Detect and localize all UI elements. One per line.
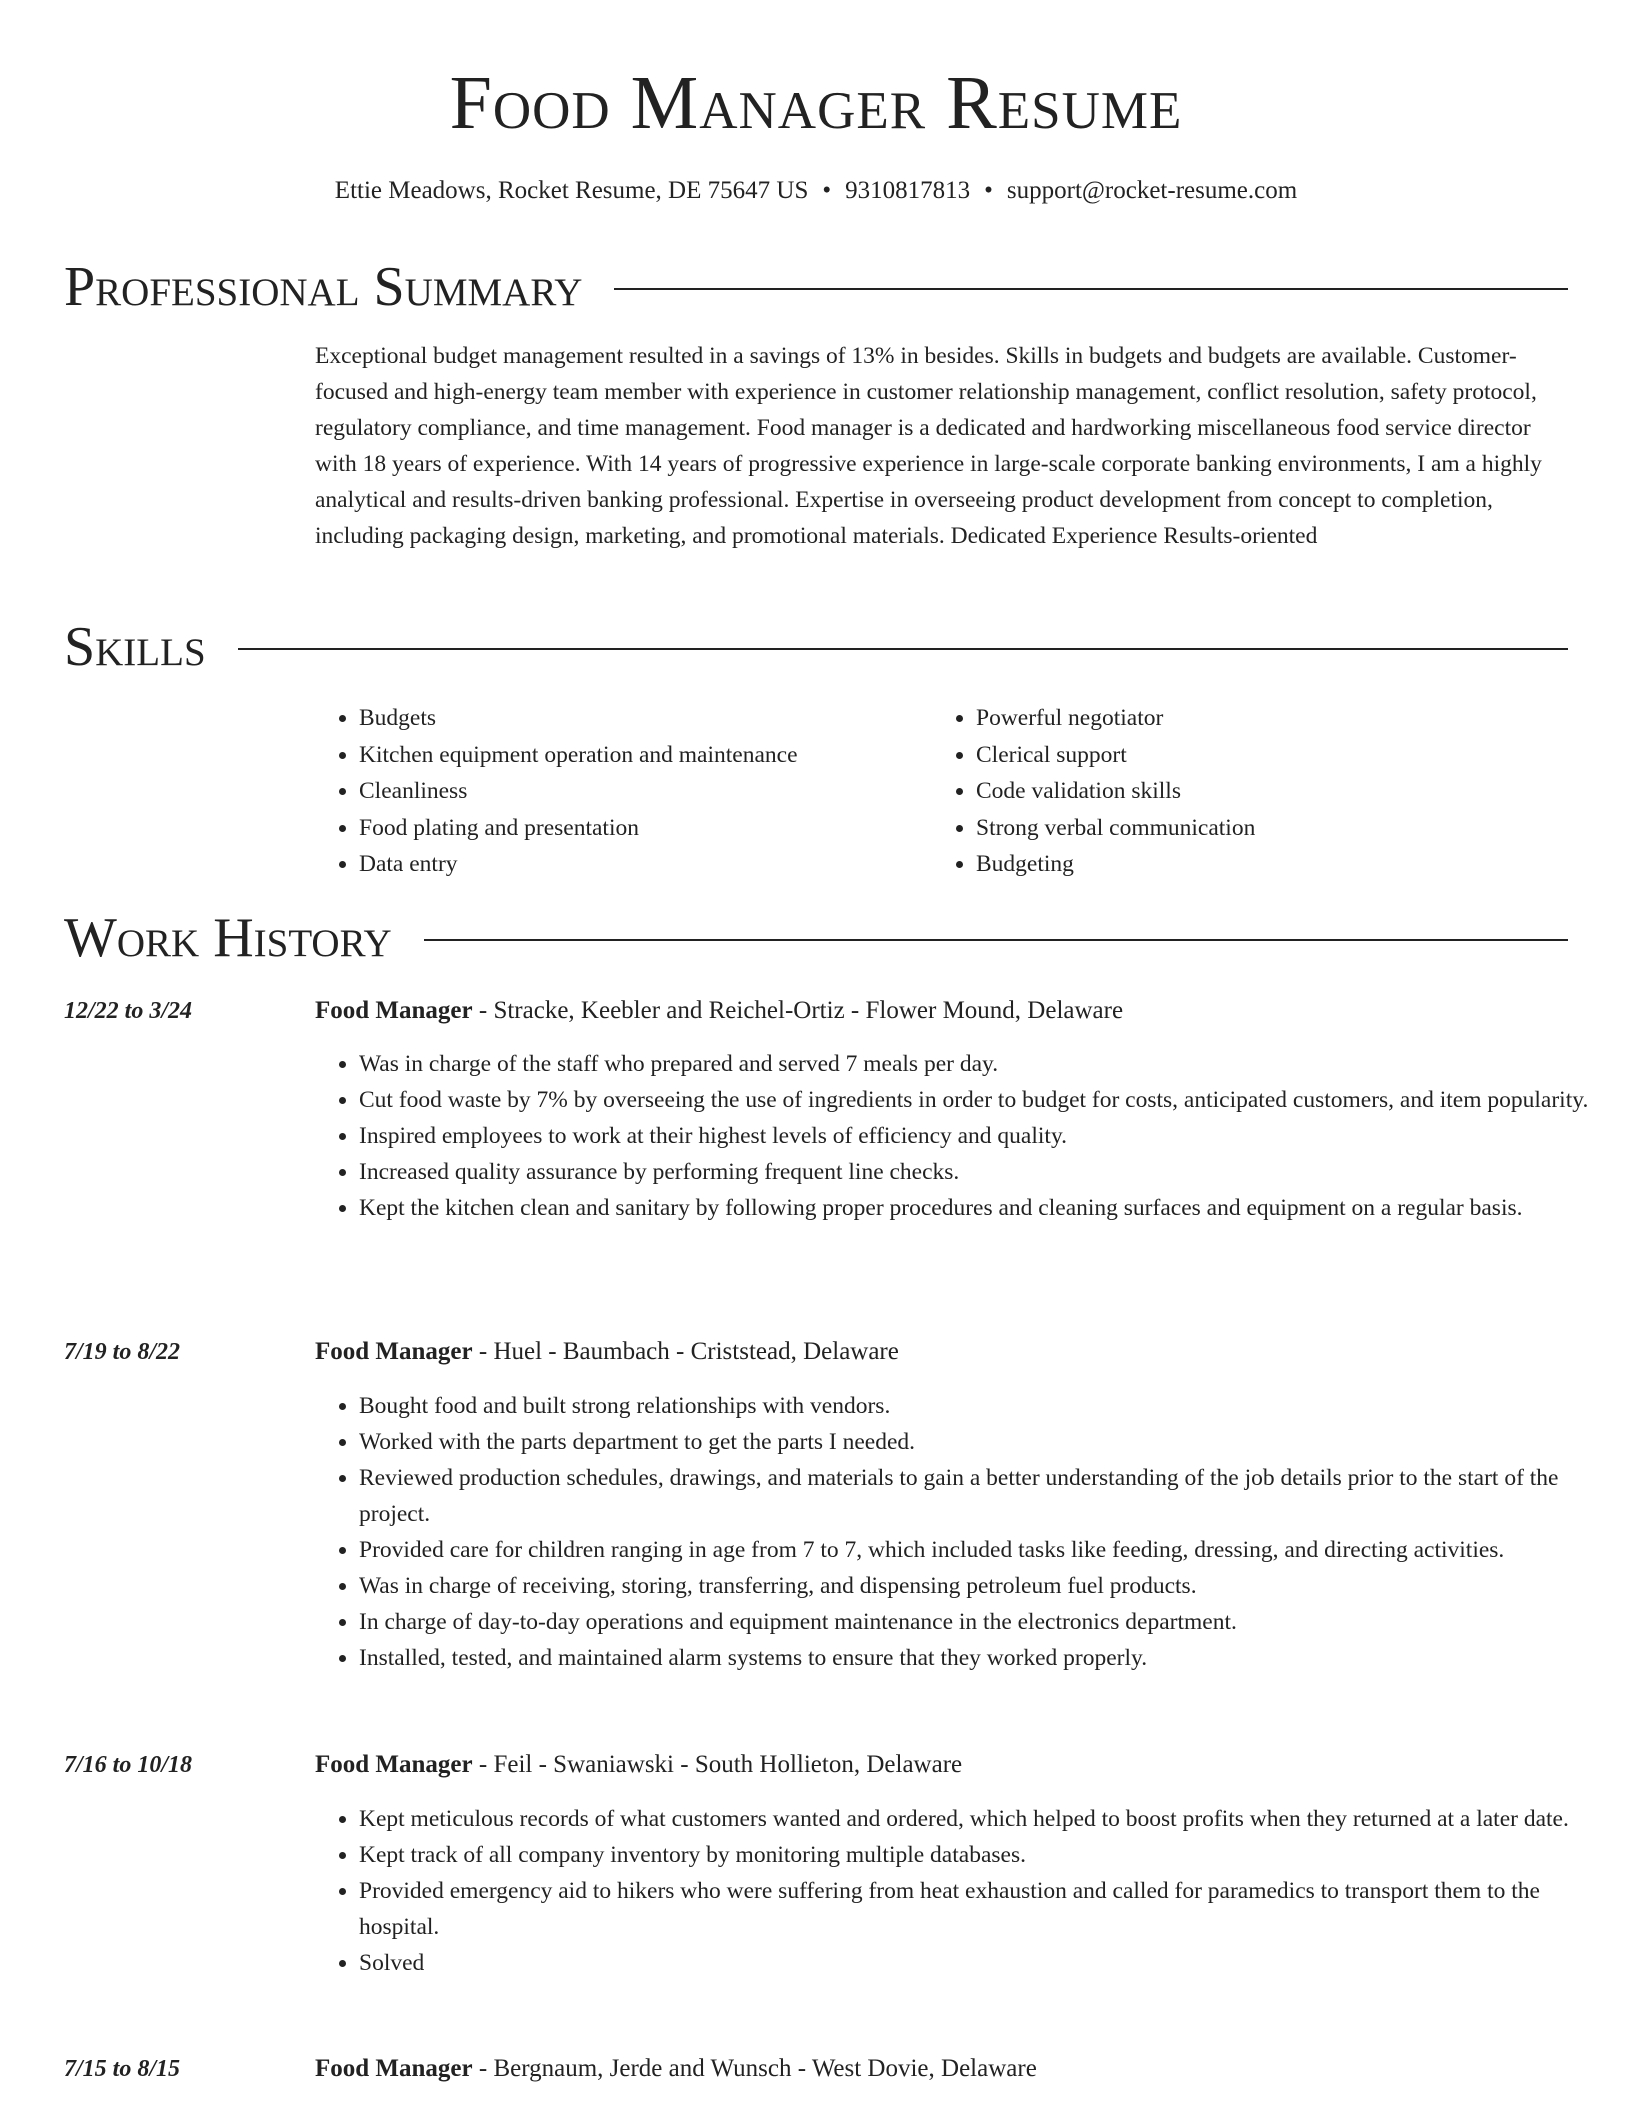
section-divider [238,648,1568,650]
job-details: - Huel - Baumbach - Criststead, Delaware [472,1338,899,1365]
job-details: - Bergnaum, Jerde and Wunsch - West Dovie, Delaware [472,2055,1037,2082]
summary-heading: Professional Summary [64,256,583,318]
job-bullet: • Installed, tested, and maintained alarm systems to ensure that they worked properly. [359,1640,1599,1676]
job-title: Food Manager [315,1338,473,1365]
section-divider [614,288,1568,290]
job-bullet: • Bought food and built strong relationships with vendors. [359,1388,1599,1424]
skill-item: • Powerful negotiator [976,700,1596,737]
skill-item: • Budgets [359,700,919,737]
job-bullet: • Kept track of all company inventory by monitoring multiple databases. [359,1837,1599,1873]
job-header [315,2051,1037,2087]
job-bullet: • Was in charge of the staff who prepared and served 7 meals per day. [359,1046,1599,1082]
summary-section-header [64,256,1568,318]
job-bullet: • Kept the kitchen clean and sanitary by following proper procedures and cleaning surfaces and equipment on a regular basis. [359,1190,1599,1226]
skills-list-right [932,700,1596,883]
contact-line [0,175,1632,207]
job-bullet: • Worked with the parts department to get the parts I needed. [359,1424,1599,1460]
job-bullet: • Provided care for children ranging in age from 7 to 7, which included tasks like feeding, dressing, and directing activities. [359,1532,1599,1568]
contact-separator: • [822,177,832,204]
job-title: Food Manager [315,997,473,1024]
job-header [315,1334,899,1370]
job-bullets [315,1801,1599,1981]
skills-section-header [64,616,1568,678]
skills-heading: Skills [64,616,206,678]
job-bullet: • In charge of day-to-day operations and equipment maintenance in the electronics department. [359,1604,1599,1640]
job-title: Food Manager [315,2055,473,2082]
job-bullet: • Was in charge of receiving, storing, transferring, and dispensing petroleum fuel products. [359,1568,1599,1604]
resume-title: Food Manager Resume [449,61,1183,145]
contact-address: Ettie Meadows, Rocket Resume, DE 75647 US [334,177,809,204]
skill-item: • Strong verbal communication [976,810,1596,847]
job-header [315,993,1123,1029]
job-header [315,1747,962,1783]
job-title: Food Manager [315,1751,473,1778]
skills-list-left [315,700,919,883]
contact-separator: • [984,177,993,204]
job-bullet: • Solved [359,1945,1599,1981]
job-dates: 7/15 to 8/15 [64,2056,181,2082]
job-bullet: • Kept meticulous records of what customers wanted and ordered, which helped to boost profits when they returned at a later date. [359,1801,1599,1837]
skill-item: • Budgeting [976,846,1596,883]
job-dates: 7/19 to 8/22 [64,1339,181,1365]
job-dates: 12/22 to 3/24 [64,998,193,1024]
job-bullets [315,1046,1599,1226]
job-bullet: • Increased quality assurance by performing frequent line checks. [359,1154,1599,1190]
skill-item: • Clerical support [976,737,1596,774]
skill-item: • Cleanliness [359,773,919,810]
contact-email: support@rocket-resume.com [1006,177,1298,204]
section-divider [424,939,1568,941]
contact-phone: 9310817813 [845,177,971,204]
summary-text: Exceptional budget management resulted in a savings of 13% in besides. Skills in budgets and budgets are available. Customer-focused and high-energy team member with experience in customer relationship management, conflict resolution, safety protocol, regulatory compliance, and time management. Food manager is a dedicated and hardworking miscellaneous food service director with 18 years of experience. With 14 years of progressive experience in large-scale corporate banking environments, I am a highly analytical and results-driven banking professional. Expertise in overseeing product development from concept to completion, including packaging design, marketing, and promotional materials. Dedicated Experience Results-oriented [315,343,1542,549]
job-bullet: • Inspired employees to work at their highest levels of efficiency and quality. [359,1118,1599,1154]
work-heading: Work History [64,907,392,969]
skill-item: • Data entry [359,846,919,883]
skill-item: • Code validation skills [976,773,1596,810]
work-section-header [64,907,1568,969]
skill-item: • Food plating and presentation [359,810,919,847]
job-details: - Stracke, Keebler and Reichel-Ortiz - Flower Mound, Delaware [472,997,1124,1024]
job-bullet: • Provided emergency aid to hikers who were suffering from heat exhaustion and called for paramedics to transport them to the hospital. [359,1873,1599,1945]
job-dates: 7/16 to 10/18 [64,1752,193,1778]
job-bullet: • Reviewed production schedules, drawings, and materials to gain a better understanding of the job details prior to the start of the project. [359,1460,1599,1532]
job-details: - Feil - Swaniawski - South Hollieton, Delaware [472,1751,963,1778]
skill-item: • Kitchen equipment operation and maintenance [359,737,919,774]
job-bullet: • Cut food waste by 7% by overseeing the use of ingredients in order to budget for costs, anticipated customers, and item popularity. [359,1082,1599,1118]
job-bullets [315,1388,1599,1676]
